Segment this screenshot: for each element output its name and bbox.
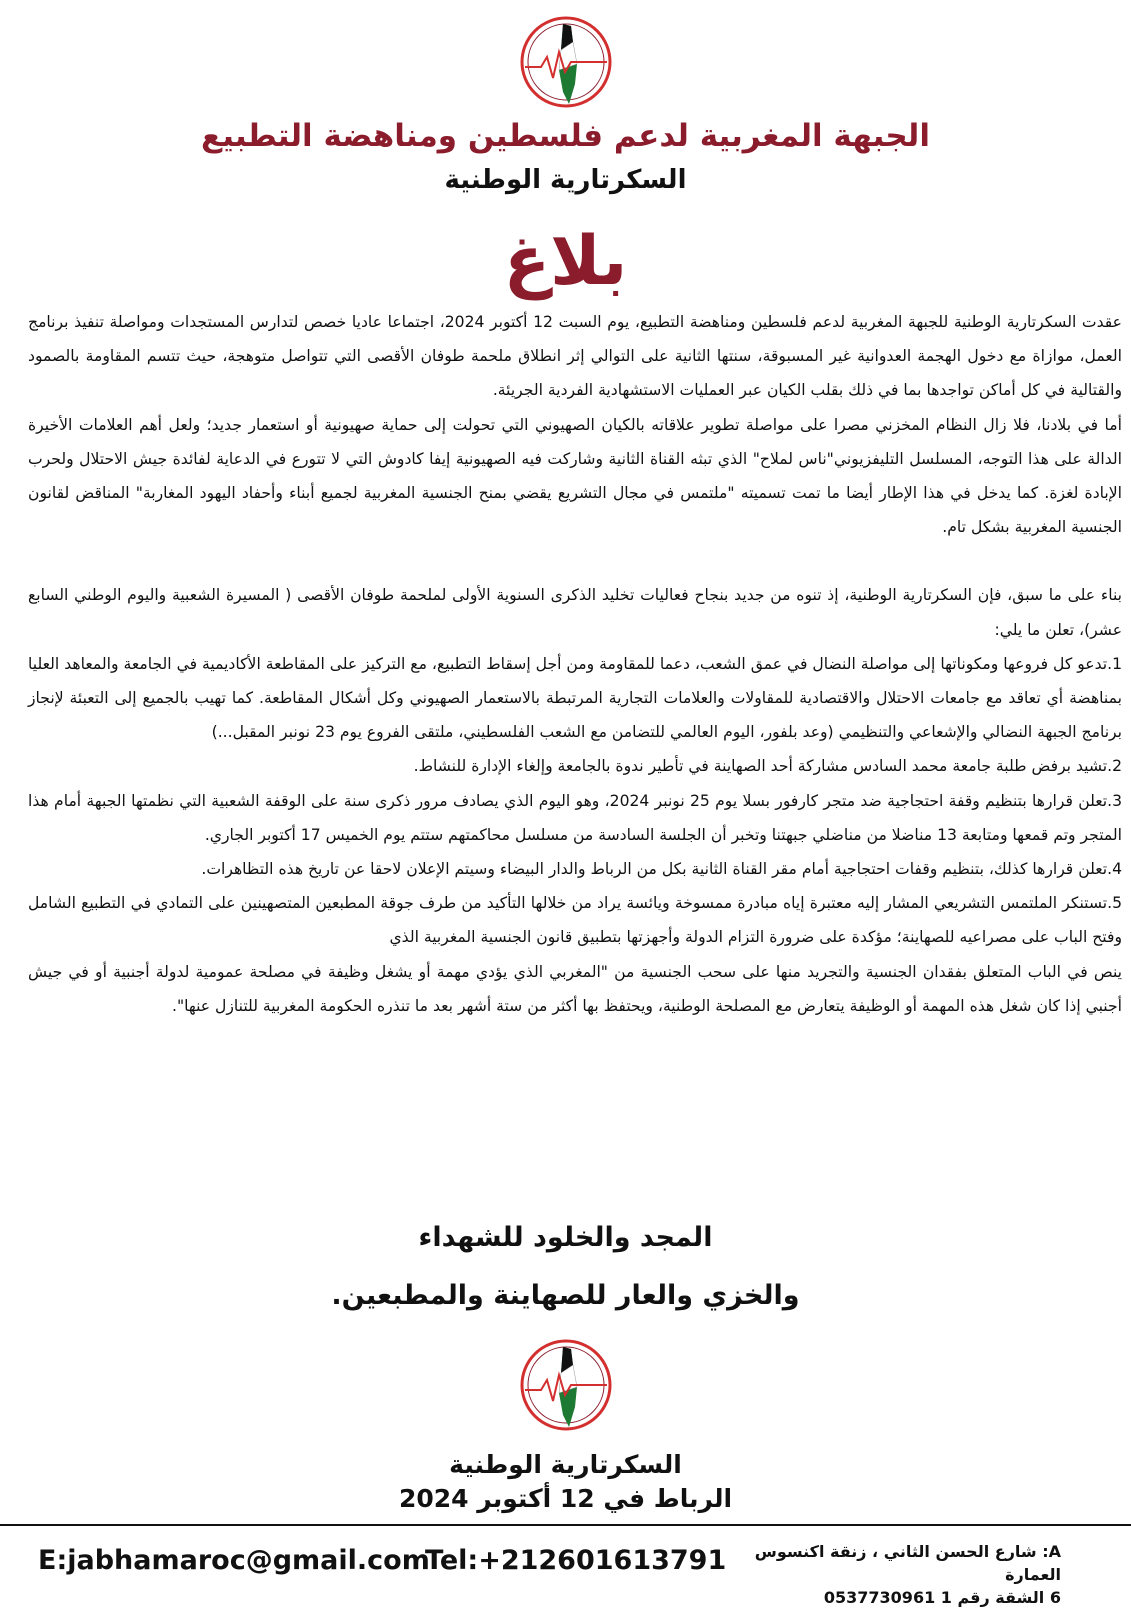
point-1: 1.تدعو كل فروعها ومكوناتها إلى مواصلة النضال في عمق الشعب، دعما للمقاومة ومن أجل إسقاط التطبيع، مع التركيز على المقاطعة الأكاديمية في الجامعة والمعاهد العليا بمناهضة أي تعاقد مع جامعات الاحتلال والاقتصادية للمقاولات والعلامات التجارية المرتبطة بالاستعمار الصهيوني وكل أشكال المقاطعة. كما تهيب بالجميع إلى التعبئة لإنجاز برنامج الجبهة النضالي والإشعاعي والتنظيمي (وعد بلفور، اليوم العالمي للتضامن مع الشعب الفلسطيني، ملتقى الفروع يوم 23 نونبر المقبل...) (28, 654, 1122, 742)
organization-logo-icon (511, 12, 621, 112)
announcement-title: بلاغ (503, 222, 628, 301)
footer-divider (0, 1524, 1131, 1526)
point-2: 2.تشيد برفض طلبة جامعة محمد السادس مشاركة أحد الصهاينة في تأطير ندوة بالجامعة وإلغاء الإدارة للنشاط. (413, 757, 1122, 776)
statement-body (28, 305, 1122, 1023)
footer-email: E:jabhamaroc@gmail.com (38, 1545, 430, 1576)
signature-place-date: الرباط في 12 أكتوبر 2024 (398, 1484, 733, 1513)
point-4: 4.تعلن قرارها كذلك، بتنظيم وقفات احتجاجية أمام مقر القناة الثانية بكل من الرباط والدار البيضاء وسيتم الإعلان لاحقا عن تاريخ هذه التظاهرات. (201, 860, 1122, 879)
footer-address (731, 1540, 1061, 1609)
secretariat-title: السكرتارية الوطنية (444, 165, 687, 195)
slogan-shame: والخزي والعار للصهاينة والمطبعين. (331, 1280, 800, 1311)
organization-logo-icon (511, 1335, 621, 1435)
slogan-martyrs: المجد والخلود للشهداء (418, 1222, 713, 1253)
footer-address-line-2: 6 الشقة رقم 1 0537730961 (823, 1588, 1061, 1607)
signature-secretariat: السكرتارية الوطنية (449, 1450, 682, 1479)
paragraph-gap (28, 544, 1122, 578)
point-3: 3.تعلن قرارها بتنظيم وقفة احتجاجية ضد متجر كارفور بسلا يوم 25 نونبر 2024، وهو اليوم الذي يصادف مرور ذكرى سنة على الوقفة الشعبية التي نظمتها الجبهة أمام هذا المتجر وتم قمعها ومتابعة 13 مناضلا من مناضلي جبهتنا وتخبر أن الجلسة السادسة من مسلسل محاكمتهم ستتم يوم الخميس 17 أكتوبر الجاري. (28, 791, 1122, 844)
paragraph-declaration: بناء على ما سبق، فإن السكرتارية الوطنية، إذ تنوه من جديد بنجاح فعاليات تخليد الذكرى السنوية الأولى لملحمة طوفان الأقصى ( المسيرة الشعبية واليوم الوطني السابع عشر)، تعلن ما يلي: (28, 586, 1122, 639)
footer-phone: Tel:+212601613791 (425, 1545, 727, 1576)
footer-address-line-1: A: شارع الحسن الثاني ، زنقة اكنسوس العمارة (754, 1542, 1061, 1584)
organization-name: الجبهة المغربية لدعم فلسطين ومناهضة التطبيع (201, 118, 930, 154)
paragraph-context: أما في بلادنا، فلا زال النظام المخزني مصرا على مواصلة تطوير علاقاته بالكيان الصهيوني التي تحولت إلى حماية صهيونية أو استعمار جديد؛ ولعل أهم العلامات الأخيرة الدالة على هذا التوجه، المسلسل التليفزيوني"ناس لملاح" الذي تبثه القناة الثانية وشاركت فيه الصهيونية إيفا كادوش التي لا تتورع في الدعاية لفائدة جيش الاحتلال ولحرب الإبادة لغزة. كما يدخل في هذا الإطار أيضا ما تمت تسميته "ملتمس في مجال التشريع يقضي بمنح الجنسية المغربية لجميع أبناء وأحفاد اليهود المغاربة" المناقض لقانون الجنسية المغربية بشكل تام. (28, 415, 1122, 537)
point-5-continuation: ينص في الباب المتعلق بفقدان الجنسية والتجريد منها على سحب الجنسية من "المغربي الذي يؤدي مهمة أو يشغل وظيفة في مصلحة عمومية لدولة أجنبية أو في جيش أجنبي إذا كان شغل هذه المهمة أو الوظيفة يتعارض مع المصلحة الوطنية، ويحتفظ بها أكثر من ستة أشهر بعد ما تنذره الحكومة المغربية للتنازل عنها". (28, 962, 1122, 1015)
paragraph-intro: عقدت السكرتارية الوطنية للجبهة المغربية لدعم فلسطين ومناهضة التطبيع، يوم السبت 12 أكتوبر 2024، اجتماعا عاديا خصص لتدارس المستجدات ومواصلة تنفيذ برنامج العمل، موازاة مع دخول الهجمة العدوانية غير المسبوقة، سنتها الثانية على التوالي إثر انطلاق ملحمة طوفان الأقصى التي تتواصل متوهجة، حيث تتسم المقاومة بالصمود والقتالية في كل أماكن تواجدها بما في ذلك بقلب الكيان عبر العمليات الاستشهادية الفردية الجريئة. (28, 313, 1122, 400)
point-5: 5.تستنكر الملتمس التشريعي المشار إليه معتبرة إياه مبادرة ممسوخة ويائسة يراد من خلالها التأكيد من طرف جوقة المطبعين المتصهينين على التمادي في التطبيع الشامل وفتح الباب على مصراعيه للصهاينة؛ مؤكدة على ضرورة التزام الدولة وأجهزتها بتطبيق قانون الجنسية المغربية الذي (28, 894, 1122, 947)
